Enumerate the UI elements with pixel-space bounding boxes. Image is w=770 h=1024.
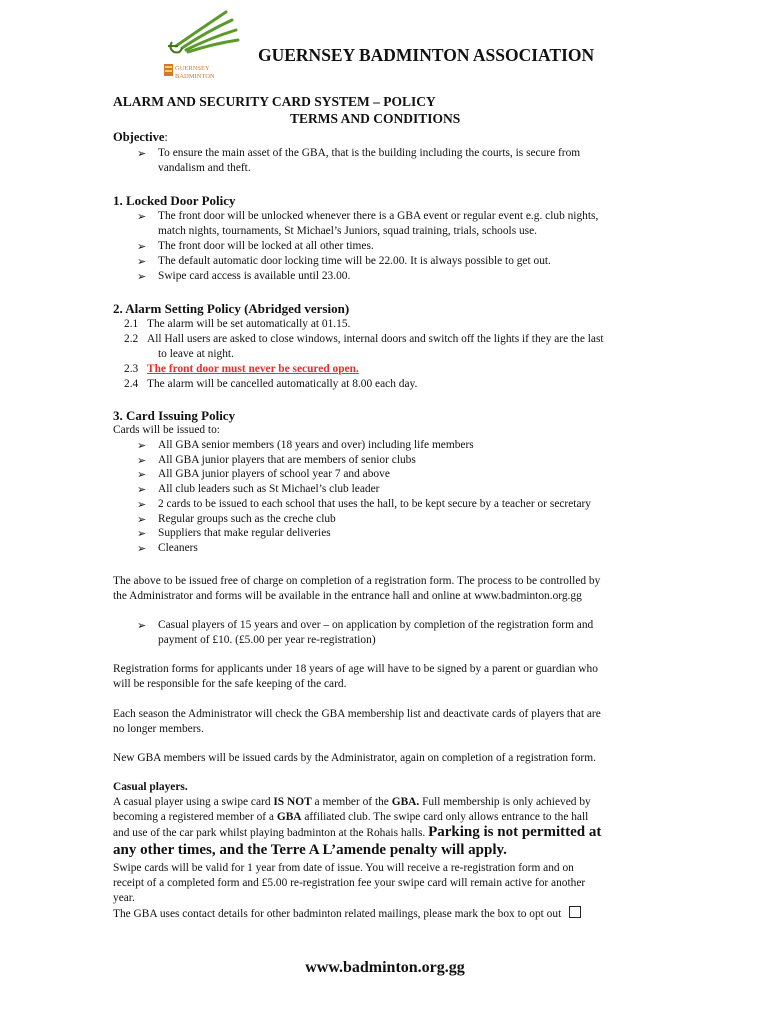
logo-text-1: GUERNSEY bbox=[175, 65, 210, 72]
casual-line7: year. bbox=[113, 892, 135, 904]
objective-heading: Objective: bbox=[113, 130, 168, 144]
bullet-arrow-icon: ➢ bbox=[137, 210, 147, 223]
para2-line1: Registration forms for applicants under 18 years of age will have to be signed by a parent or guardian who bbox=[113, 663, 598, 675]
bullet-arrow-icon: ➢ bbox=[137, 512, 147, 526]
bullet-arrow-icon: ➢ bbox=[137, 147, 147, 160]
objective-item-line: To ensure the main asset of the GBA, that is the building including the courts, is secure from bbox=[158, 147, 581, 159]
para3-line1: Each season the Administrator will check the GBA membership list and deactivate cards of players that are bbox=[113, 708, 601, 720]
para1-line1: The above to be issued free of charge on completion of a registration form. The process to be controlled by bbox=[113, 575, 601, 587]
card-issuing-item: Suppliers that make regular deliveries bbox=[158, 527, 331, 540]
bullet-arrow-icon: ➢ bbox=[137, 255, 147, 268]
card-issuing-item: Cleaners bbox=[158, 541, 198, 554]
locked-door-item-line: match nights, tournaments, St Michael’s Juniors, squad training, trials, schools use. bbox=[158, 225, 538, 237]
bullet-arrow-icon: ➢ bbox=[137, 453, 147, 467]
casual-line4: any other times, and the Terre A L’amende penalty will apply. bbox=[113, 842, 507, 858]
bullet-arrow-icon: ➢ bbox=[137, 240, 147, 253]
locked-door-item-line: Swipe card access is available until 23.00. bbox=[158, 270, 351, 282]
alarm-item-line: to leave at night. bbox=[158, 348, 234, 360]
card-issuing-item: All GBA senior members (18 years and over) including life members bbox=[158, 439, 474, 451]
opt-out-line: The GBA uses contact details for other badminton related mailings, please mark the box to opt out bbox=[113, 906, 581, 922]
bullet-arrow-icon: ➢ bbox=[137, 497, 147, 511]
casual-heading: Casual players. bbox=[113, 781, 188, 793]
objective-item-line: vandalism and theft. bbox=[158, 162, 251, 174]
locked-door-item-line: The front door will be unlocked whenever there is a GBA event or regular event e.g. club nights, bbox=[158, 210, 599, 222]
org-title: GUERNSEY BADMINTON ASSOCIATION bbox=[258, 45, 595, 65]
card-issuing-heading: 3. Card Issuing Policy bbox=[113, 408, 236, 423]
card-issuing-item: 2 cards to be issued to each school that uses the hall, to be kept secure by a teacher or secretary bbox=[158, 497, 591, 510]
card-issuing-item: All GBA junior players that are members of senior clubs bbox=[158, 453, 416, 466]
casual-line3: and use of the car park whilst playing badminton at the Rohais halls. Parking is not permitted at bbox=[113, 824, 602, 840]
casual-line1: A casual player using a swipe card IS NOT a member of the GBA. Full membership is only achieved by bbox=[113, 796, 591, 808]
locked-door-heading: 1. Locked Door Policy bbox=[113, 193, 236, 208]
locked-door-item-line: The front door will be locked at all other times. bbox=[158, 240, 374, 252]
para2-line2: will be responsible for the safe keeping of the card. bbox=[113, 678, 347, 690]
bullet-arrow-icon: ➢ bbox=[137, 483, 147, 497]
alarm-item-number: 2.2 bbox=[124, 333, 139, 345]
opt-out-checkbox[interactable] bbox=[569, 906, 581, 918]
locked-door-item-line: The default automatic door locking time will be 22.00. It is always possible to get out. bbox=[158, 255, 551, 267]
bullet-arrow-icon: ➢ bbox=[137, 270, 147, 283]
bullet-arrow-icon: ➢ bbox=[137, 541, 147, 555]
card-issuing-item: Regular groups such as the creche club bbox=[158, 512, 336, 525]
doc-title: ALARM AND SECURITY CARD SYSTEM – POLICY bbox=[113, 94, 436, 109]
alarm-item-number: 2.3 bbox=[124, 363, 139, 375]
alarm-item-line: The front door must never be secured open. bbox=[147, 363, 359, 375]
casual-bullet-line1: Casual players of 15 years and over – on application by completion of the registration form and bbox=[158, 619, 594, 631]
card-issuing-intro: Cards will be issued to: bbox=[113, 424, 220, 436]
casual-bullet-line2: payment of £10. (£5.00 per year re-registration) bbox=[158, 634, 376, 646]
logo-text-2: BADMINTON bbox=[175, 73, 215, 80]
card-issuing-item: All club leaders such as St Michael’s club leader bbox=[158, 483, 380, 496]
doc-subtitle: TERMS AND CONDITIONS bbox=[290, 111, 461, 126]
casual-line6: receipt of a completed form and £5.00 re-registration fee your swipe card will remain active for another bbox=[113, 877, 586, 889]
alarm-item-line: All Hall users are asked to close windows, internal doors and switch off the lights if they are the last bbox=[147, 333, 604, 345]
bullet-arrow-icon: ➢ bbox=[137, 439, 147, 452]
bullet-arrow-icon: ➢ bbox=[137, 468, 147, 482]
alarm-item-number: 2.1 bbox=[124, 318, 139, 330]
alarm-item-line: The alarm will be set automatically at 01.15. bbox=[147, 318, 351, 330]
alarm-item-number: 2.4 bbox=[124, 378, 139, 390]
bullet-arrow-icon: ➢ bbox=[137, 619, 147, 632]
bullet-arrow-icon: ➢ bbox=[137, 527, 147, 541]
casual-line2: becoming a registered member of a GBA affiliated club. The swipe card only allows entrance to the hall bbox=[113, 811, 589, 823]
footer-url: www.badminton.org.gg bbox=[305, 959, 465, 976]
para3-line2: no longer members. bbox=[113, 723, 204, 735]
gba-logo bbox=[162, 6, 242, 86]
shuttlecock-logo-icon bbox=[162, 6, 242, 86]
para4: New GBA members will be issued cards by the Administrator, again on completion of a registration form. bbox=[113, 752, 596, 764]
casual-line5: Swipe cards will be valid for 1 year from date of issue. You will receive a re-registration form and on bbox=[113, 862, 574, 874]
card-issuing-item: All GBA junior players of school year 7 and above bbox=[158, 468, 390, 481]
alarm-item-line: The alarm will be cancelled automatically at 8.00 each day. bbox=[147, 378, 418, 390]
alarm-heading: 2. Alarm Setting Policy (Abridged version) bbox=[113, 301, 350, 316]
para1-line2: the Administrator and forms will be available in the entrance hall and online at www.badminton.org.gg bbox=[113, 590, 582, 602]
